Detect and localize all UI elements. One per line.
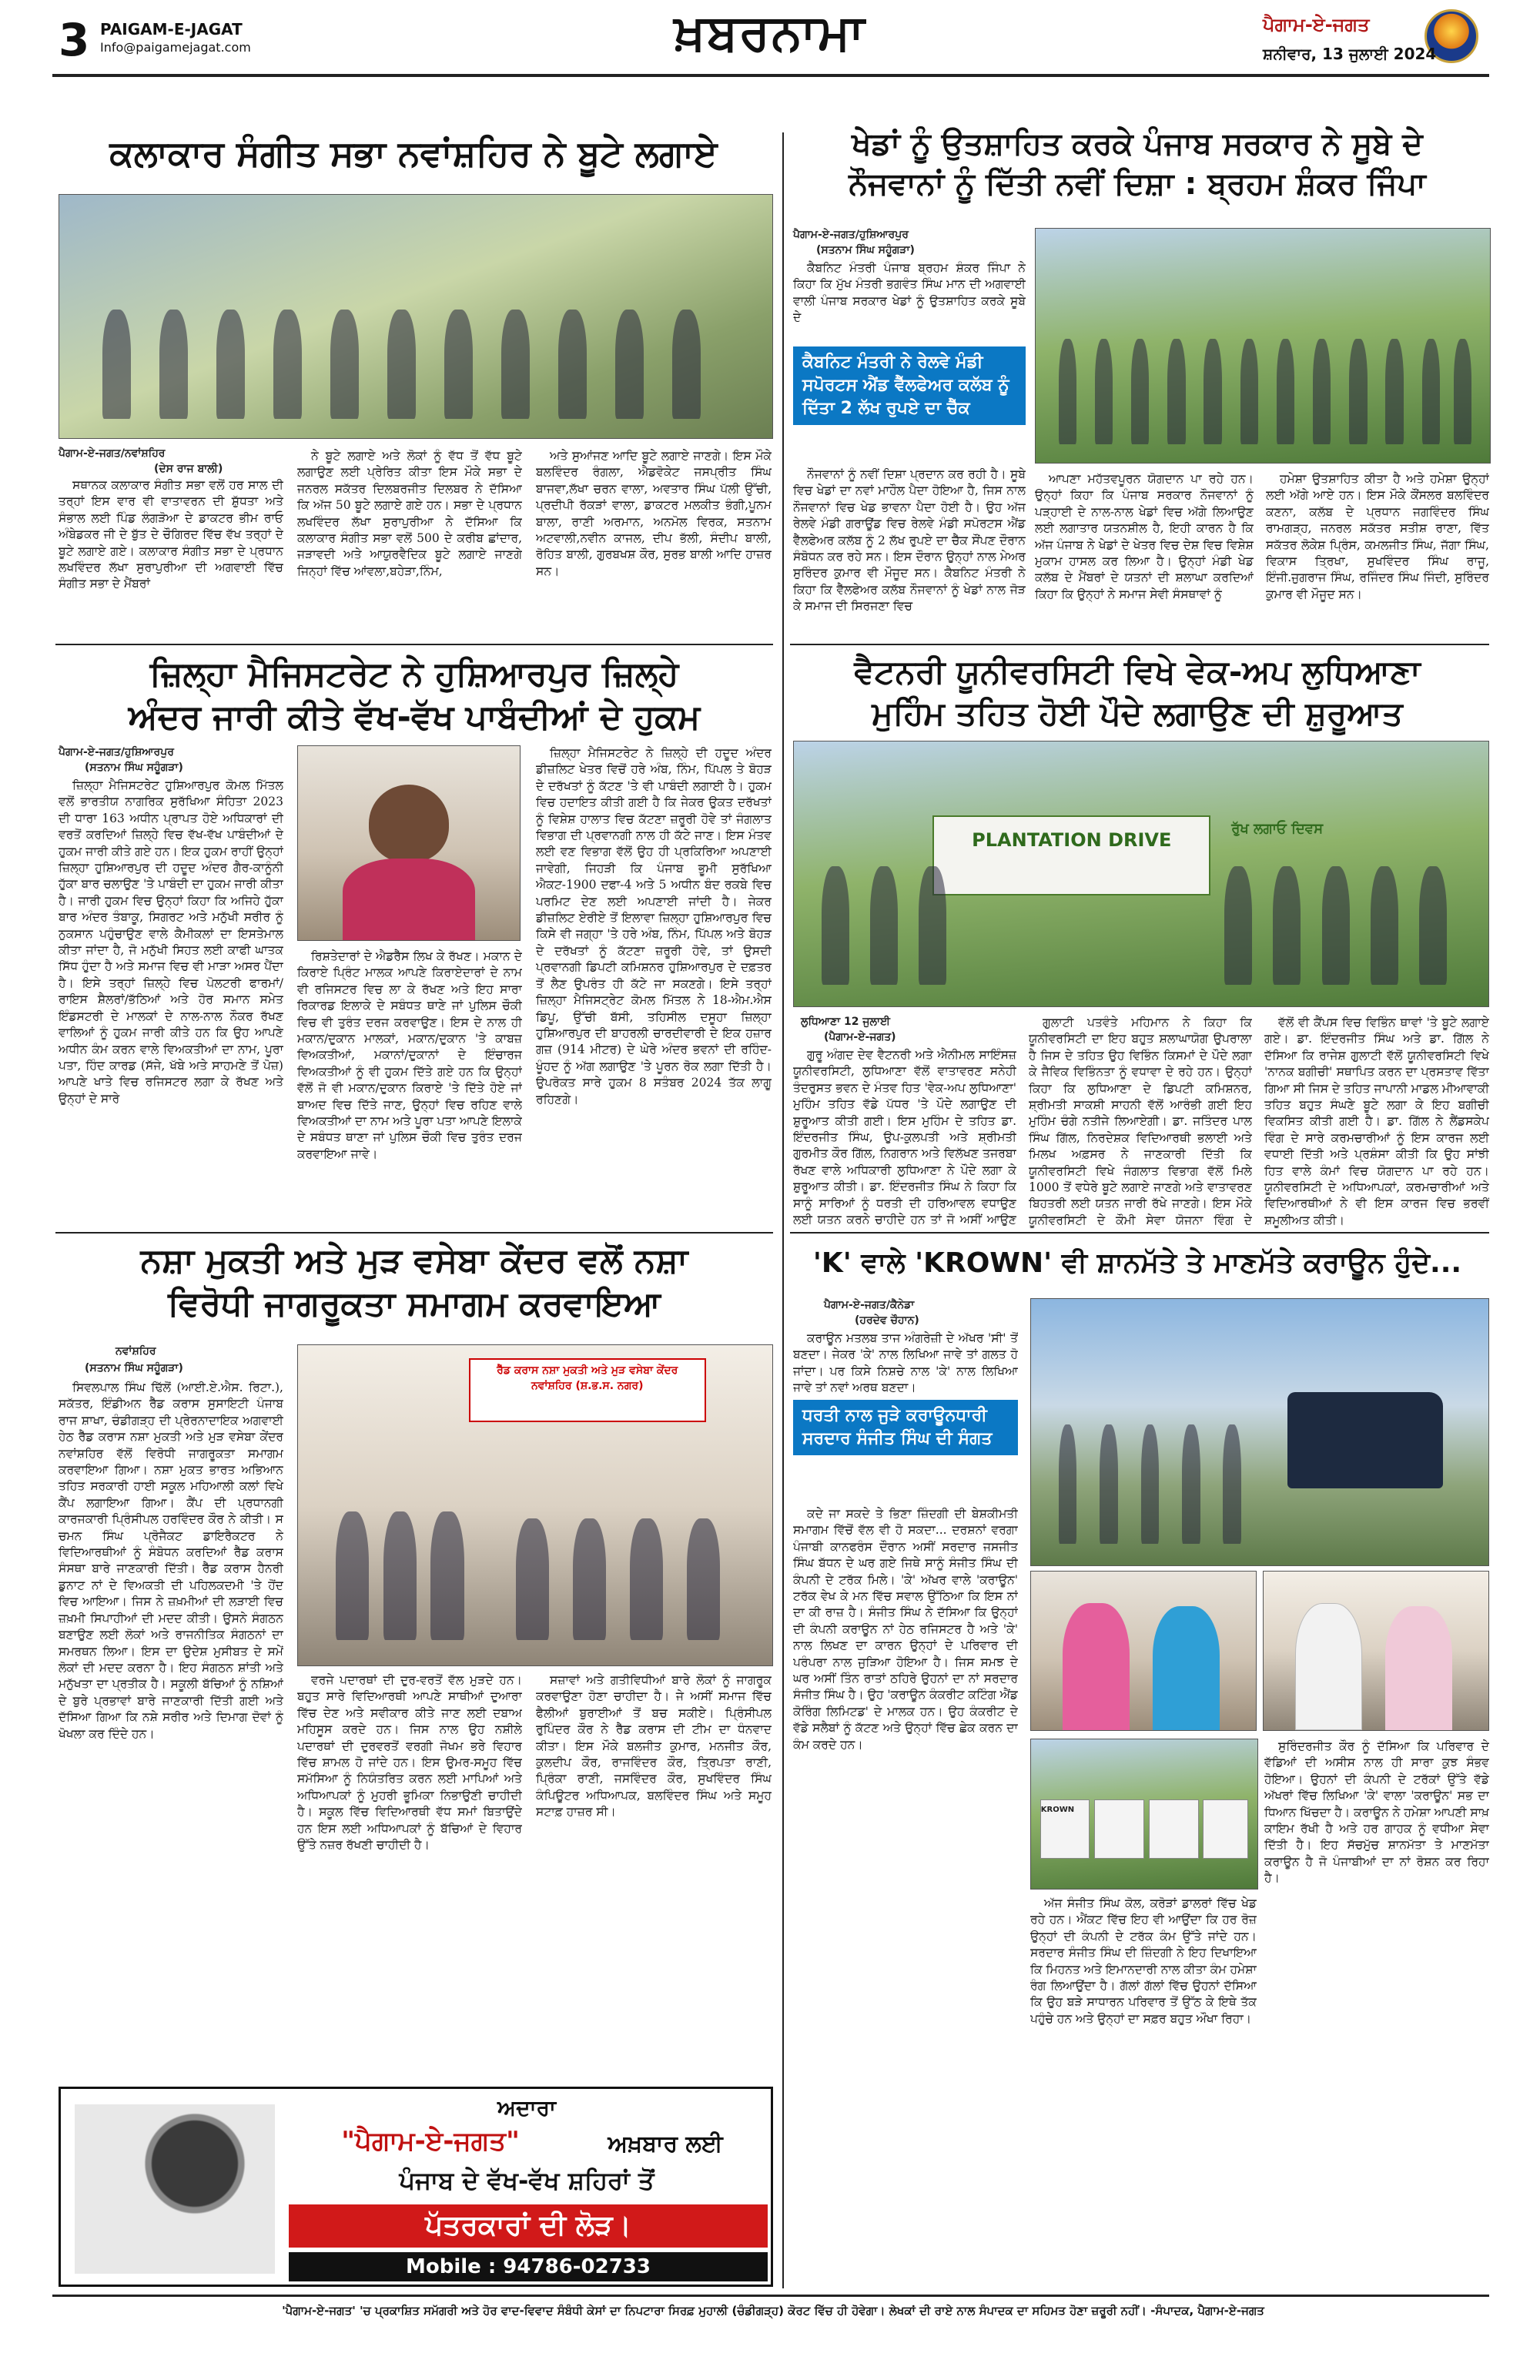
footer-rule: [52, 2295, 1489, 2297]
story4-headline-1: ਵੈਟਨਰੀ ਯੂਨੀਵਰਸਿਟੀ ਵਿਖੇ ਵੇਕ-ਅਪ ਲੁਧਿਆਣਾ: [854, 653, 1421, 691]
masthead: [0, 0, 1540, 80]
story6-column-2: ਅੱਜ ਸੰਜੀਤ ਸਿੰਘ ਕੋਲ, ਕਰੋੜਾਂ ਡਾਲਰਾਂ ਵਿੱਚ ਖੇਡ ਰਹੇ ਹਨ। ਐਂਕਟ ਵਿੱਚ ਇਹ ਵੀ ਆਉਂਦਾ ਕਿ ਹਰ ਰੋਜ਼ ਉਨ੍ਹਾਂ ਦੀ ਕੰਪਨੀ ਦੇ ਟਰੱਕ ਕੰਮ ਉੱਤੇ ਜਾਂਦੇ ਹਨ। ਸਰਦਾਰ ਸੰਜੀਤ ਸਿੰਘ ਦੀ ਜ਼ਿੰਦਗੀ ਨੇ ਇਹ ਦਿਖਾਇਆ ਕਿ ਮਿਹਨਤ ਅਤੇ ਇਮਾਨਦਾਰੀ ਨਾਲ ਕੀਤਾ ਕੰਮ ਹਮੇਸ਼ਾ ਰੰਗ ਲਿਆਉਂਦਾ ਹੈ। ਗੱਲਾਂ ਗੱਲਾਂ ਵਿੱਚ ਉਹਨਾਂ ਦੱਸਿਆ ਕਿ ਉਹ ਬੜੇ ਸਾਧਾਰਨ ਪਰਿਵਾਰ ਤੋਂ ਉੱਠ ਕੇ ਇਥੇ ਤੱਕ ਪਹੁੰਚੇ ਹਨ ਅਤੇ ਉਨ੍ਹਾਂ ਦਾ ਸਫ਼ਰ ਬਹੁਤ ਔਖਾ ਰਿਹਾ।: [1030, 1896, 1257, 2026]
story2-byline: ਪੈਗਾਮ-ਏ-ਜਗਤ/ਹੁਸ਼ਿਆਰਪੁਰ: [793, 229, 909, 241]
story2-column-1: ਨੌਜਵਾਨਾਂ ਨੂੰ ਨਵੀਂ ਦਿਸ਼ਾ ਪ੍ਰਦਾਨ ਕਰ ਰਹੀ ਹੈ। ਸੂਬੇ ਵਿਚ ਖੇਡਾਂ ਦਾ ਨਵਾਂ ਮਾਹੌਲ ਪੈਦਾ ਹੋਇਆ ਹੈ, ਜਿਸ ਨਾਲ ਨੌਜਵਾਨਾਂ ਵਿਚ ਖੇਡ ਭਾਵਨਾ ਪੈਦਾ ਹੋਈ ਹੈ। ਉਹ ਅੱਜ ਰੇਲਵੇ ਮੰਡੀ ਗਰਾਊਂਡ ਵਿਚ ਰੇਲਵੇ ਮੰਡੀ ਸਪੋਰਟਸ ਐਂਡ ਵੈੱਲਫੇਅਰ ਕਲੱਬ ਨੂੰ 2 ਲੱਖ ਰੁਪਏ ਦਾ ਚੈੱਕ ਸੌਂਪਣ ਦੌਰਾਨ ਸੰਬੋਧਨ ਕਰ ਰਹੇ ਸਨ। ਇਸ ਦੌਰਾਨ ਉਨ੍ਹਾਂ ਨਾਲ ਮੇਅਰ ਸੁਰਿੰਦਰ ਕੁਮਾਰ ਵੀ ਮੌਜੂਦ ਸਨ। ਕੈਬਨਿਟ ਮੰਤਰੀ ਨੇ ਕਿਹਾ ਕਿ ਵੈੱਲਫੇਅਰ ਕਲੱਬ ਨੌਜਵਾਨਾਂ ਨੂੰ ਖੇਡਾਂ ਨਾਲ ਜੋੜ ਕੇ ਸਮਾਜ ਦੀ ਸਿਰਜਣਾ ਵਿਚ: [793, 467, 1026, 614]
story2-lead: ਕੈਬਨਿਟ ਮੰਤਰੀ ਪੰਜਾਬ ਬ੍ਰਹਮ ਸ਼ੰਕਰ ਜਿੰਪਾ ਨੇ ਕਿਹਾ ਕਿ ਮੁੱਖ ਮੰਤਰੀ ਭਗਵੰਤ ਸਿੰਘ ਮਾਨ ਦੀ ਅਗਵਾਈ ਵਾਲੀ ਪੰਜਾਬ ਸਰਕਾਰ ਖੇਡਾਂ ਨੂੰ ਉਤਸ਼ਾਹਿਤ ਕਰਕੇ ਸੂਬੇ ਦੇ: [793, 261, 1026, 325]
story3-column-3: ਜ਼ਿਲ੍ਹਾ ਮੈਜਿਸਟਰੇਟ ਨੇ ਜ਼ਿਲ੍ਹੇ ਦੀ ਹਦੂਦ ਅੰਦਰ ਡੀਜ਼ਲਿਟ ਖੇਤਰ ਵਿਚੋਂ ਹਰੇ ਅੰਬ, ਨਿੰਮ, ਪਿੱਪਲ ਤੇ ਬੋਹੜ ਦੇ ਦਰੱਖਤਾਂ ਨੂੰ ਕੱਟਣ 'ਤੇ ਵੀ ਪਾਬੰਦੀ ਲਗਾਈ ਹੈ। ਹੁਕਮ ਵਿਚ ਹਦਾਇਤ ਕੀਤੀ ਗਈ ਹੈ ਕਿ ਜੇਕਰ ਉਕਤ ਦਰੱਖਤਾਂ ਨੂੰ ਵਿਸ਼ੇਸ਼ ਹਾਲਾਤ ਵਿਚ ਕੱਟਣਾ ਜ਼ਰੂਰੀ ਹੋਵੇ ਤਾਂ ਜੰਗਲਾਤ ਵਿਭਾਗ ਦੀ ਪ੍ਰਵਾਨਗੀ ਨਾਲ ਹੀ ਕੱਟੇ ਜਾਣ। ਇਸ ਮੰਤਵ ਲਈ ਵਣ ਵਿਭਾਗ ਵੱਲੋਂ ਉਹ ਹੀ ਪ੍ਰਕਿਰਿਆ ਅਪਣਾਈ ਜਾਵੇਗੀ, ਜਿਹੜੀ ਕਿ ਪੰਜਾਬ ਭੂਮੀ ਸੁਰੱਖਿਆ ਐਕਟ-1900 ਦਫਾ-4 ਅਤੇ 5 ਅਧੀਨ ਬੰਦ ਰਕਬੇ ਵਿਚ ਪਰਮਿਟ ਦੇਣ ਲਈ ਅਪਣਾਈ ਜਾਂਦੀ ਹੈ। ਜੇਕਰ ਡੀਜ਼ਲਿਟ ਏਰੀਏ ਤੋਂ ਇਲਾਵਾ ਜ਼ਿਲ੍ਹਾ ਹੁਸ਼ਿਆਰਪੁਰ ਵਿਚ ਕਿਸੇ ਵੀ ਜਗ੍ਹਾ 'ਤੇ ਹਰੇ ਅੰਬ, ਨਿੰਮ, ਪਿੱਪਲ ਅਤੇ ਬੋਹੜ ਦੇ ਦਰੱਖਤਾਂ ਨੂੰ ਕੱਟਣਾ ਜ਼ਰੂਰੀ ਹੋਵੇ, ਤਾਂ ਉਸਦੀ ਪ੍ਰਵਾਨਗੀ ਡਿਪਟੀ ਕਮਿਸ਼ਨਰ ਹੁਸ਼ਿਆਰਪੁਰ ਦੇ ਦਫ਼ਤਰ ਤੋਂ ਲੈਣ ਉਪਰੰਤ ਹੀ ਕੱਟੇ ਜਾ ਸਕਣਗੇ। ਇਸੇ ਤਰ੍ਹਾਂ ਜ਼ਿਲ੍ਹਾ ਮੈਜਿਸਟ੍ਰੇਟ ਕੋਮਲ ਮਿੱਤਲ ਨੇ 18-ਐਮ.ਐਸ ਡਿਪੂ, ਉੱਚੀ ਬੱਸੀ, ਤਹਿਸੀਲ ਦਸੂਹਾ ਜ਼ਿਲ੍ਹਾ ਹੁਸ਼ਿਆਰਪੁਰ ਦੀ ਬਾਹਰਲੀ ਚਾਰਦੀਵਾਰੀ ਦੇ ਇਕ ਹਜ਼ਾਰ ਗਜ਼ (914 ਮੀਟਰ) ਦੇ ਘੇਰੇ ਅੰਦਰ ਭਵਨਾਂ ਦੀ ਰਹਿੰਦ-ਖੂੰਹਦ ਨੂੰ ਅੱਗ ਲਗਾਉਣ 'ਤੇ ਪੂਰਨ ਰੋਕ ਲਗਾ ਦਿੱਤੀ ਹੈ। ਉਪਰੋਕਤ ਸਾਰੇ ਹੁਕਮ 8 ਸਤੰਬਰ 2024 ਤੱਕ ਲਾਗੂ ਰਹਿਣਗੇ।: [536, 746, 772, 1106]
story1-headline: ਕਲਾਕਾਰ ਸੰਗੀਤ ਸਭਾ ਨਵਾਂਸ਼ਹਿਰ ਨੇ ਬੂਟੇ ਲਗਾਏ: [109, 132, 718, 174]
story6-headline: 'K' ਵਾਲੇ 'KROWN' ਵੀ ਸ਼ਾਨਮੱਤੇ ਤੇ ਮਾਣਮੱਤੇ ਕਰਾਊਨ ਹੁੰਦੇ...: [812, 1247, 1462, 1279]
email[interactable]: Info@paigamejagat.com: [100, 40, 251, 55]
ad-top: ਅਦਾਰਾ: [497, 2095, 556, 2121]
header-rule: [52, 74, 1489, 77]
page-number: 3: [59, 14, 90, 66]
plantation-banner: PLANTATION DRIVE: [932, 815, 1210, 895]
story4-column-1: ਗੁਰੂ ਅੰਗਦ ਦੇਵ ਵੈਟਨਰੀ ਅਤੇ ਐਨੀਮਲ ਸਾਇੰਸਜ਼ ਯੂਨੀਵਰਸਿਟੀ, ਲੁਧਿਆਣਾ ਵੱਲੋਂ ਵਾਤਾਵਰਣ ਸਨੇਹੀ ਤੰਦਰੁਸਤ ਭਵਨ ਦੇ ਮੰਤਵ ਹਿਤ 'ਵੇਕ-ਅਪ ਲੁਧਿਆਣਾ' ਮੁਹਿੰਮ ਤਹਿਤ ਵੱਡੇ ਪੱਧਰ 'ਤੇ ਪੌਦੇ ਲਗਾਉਣ ਦੀ ਸ਼ੁਰੂਆਤ ਕੀਤੀ ਗਈ। ਇਸ ਮੁਹਿੰਮ ਦੇ ਤਹਿਤ ਡਾ. ਇੰਦਰਜੀਤ ਸਿੰਘ, ਉਪ-ਕੁਲਪਤੀ ਅਤੇ ਸ਼੍ਰੀਮਤੀ ਗੁਰਮੀਤ ਕੌਰ ਗਿੱਲ, ਨਿਗਰਾਨ ਅਤੇ ਵਿਲੱਖਣ ਤਜਰਬਾ ਰੱਖਣ ਵਾਲੇ ਅਧਿਕਾਰੀ ਲੁਧਿਆਣਾ ਨੇ ਪੌਦੇ ਲਗਾ ਕੇ ਸ਼ੁਰੂਆਤ ਕੀਤੀ। ਡਾ. ਇੰਦਰਜੀਤ ਸਿੰਘ ਨੇ ਕਿਹਾ ਕਿ ਸਾਨੂੰ ਸਾਰਿਆਂ ਨੂੰ ਧਰਤੀ ਦੀ ਹਰਿਆਵਲ ਵਧਾਉਣ ਲਈ ਯਤਨ ਕਰਨੇ ਚਾਹੀਦੇ ਹਨ ਤਾਂ ਜੋ ਅਸੀਂ ਆਉਣ: [793, 1048, 1016, 1227]
story1-column-1: ਸਥਾਨਕ ਕਲਾਕਾਰ ਸੰਗੀਤ ਸਭਾ ਵਲੋਂ ਹਰ ਸਾਲ ਦੀ ਤਰ੍ਹਾਂ ਇਸ ਵਾਰ ਵੀ ਵਾਤਾਵਰਨ ਦੀ ਸ਼ੁੱਧਤਾ ਅਤੇ ਸੰਭਾਲ ਲਈ ਪਿੰਡ ਲੰਗੜੋਆ ਦੇ ਡਾਕਟਰ ਭੀਮ ਰਾਓ ਅੰਬੇਡਕਰ ਜੀ ਦੇ ਬੁੱਤ ਦੇ ਚੌਗਿਰਦ ਵਿੱਚ ਵੱਖ ਤਰ੍ਹਾਂ ਦੇ ਬੂਟੇ ਲਗਾਏ ਗਏ। ਕਲਾਕਾਰ ਸੰਗੀਤ ਸਭਾ ਦੇ ਪ੍ਰਧਾਨ ਲਖਵਿੰਦਰ ਲੱਖਾ ਸੁਰਾਪੁਰੀਆ ਦੀ ਅਗਵਾਈ ਵਿੱਚ ਸੰਗੀਤ ਸਭਾ ਦੇ ਮੈਂਬਰਾਂ: [59, 478, 283, 591]
ad-line1: ਅਖ਼ਬਾਰ ਲਈ: [608, 2131, 723, 2157]
story5-headline-1: ਨਸ਼ਾ ਮੁਕਤੀ ਅਤੇ ਮੁੜ ਵਸੇਬਾ ਕੇਂਦਰ ਵਲੋਂ ਨਸ਼ਾ: [140, 1241, 688, 1280]
story2-reporter: (ਸਤਨਾਮ ਸਿੰਘ ਸਹੂੰਗੜਾ): [816, 244, 915, 256]
microphone-icon: [75, 2104, 275, 2274]
story3-column-1: ਜ਼ਿਲ੍ਹਾ ਮੈਜਿਸਟਰੇਟ ਹੁਸ਼ਿਆਰਪੁਰ ਕੋਮਲ ਮਿੱਤਲ ਵਲੋਂ ਭਾਰਤੀਯ ਨਾਗਰਿਕ ਸੁਰੱਖਿਆ ਸੰਹਿਤਾ 2023 ਦੀ ਧਾਰਾ 163 ਅਧੀਨ ਪ੍ਰਾਪਤ ਹੋਏ ਅਧਿਕਾਰਾਂ ਦੀ ਵਰਤੋਂ ਕਰਦਿਆਂ ਜ਼ਿਲ੍ਹੇ ਵਿਚ ਵੱਖ-ਵੱਖ ਪਾਬੰਦੀਆਂ ਦੇ ਹੁਕਮ ਜਾਰੀ ਕੀਤੇ ਗਏ ਹਨ। ਇਕ ਹੁਕਮ ਰਾਹੀਂ ਉਨ੍ਹਾਂ ਜ਼ਿਲ੍ਹਾ ਹੁਸ਼ਿਆਰਪੁਰ ਦੀ ਹਦੂਦ ਅੰਦਰ ਗੈਰ-ਕਾਨੂੰਨੀ ਹੁੱਕਾ ਬਾਰ ਚਲਾਉਣ 'ਤੇ ਪਾਬੰਦੀ ਦਾ ਹੁਕਮ ਜਾਰੀ ਕੀਤਾ ਹੈ। ਜਾਰੀ ਹੁਕਮ ਵਿਚ ਉਨ੍ਹਾਂ ਕਿਹਾ ਕਿ ਅਜਿਹੇ ਹੁੱਕਾ ਬਾਰ ਅੰਦਰ ਤੰਬਾਕੂ, ਸਿਗਰਟ ਅਤੇ ਮਨੁੱਖੀ ਸਰੀਰ ਨੂੰ ਨੁਕਸਾਨ ਪਹੁੰਚਾਉਣ ਵਾਲੇ ਕੈਮੀਕਲਾਂ ਦਾ ਇਸਤੇਮਾਲ ਕੀਤਾ ਜਾਂਦਾ ਹੈ, ਜੋ ਮਨੁੱਖੀ ਸਿਹਤ ਲਈ ਕਾਫੀ ਘਾਤਕ ਸਿੱਧ ਹੁੰਦਾ ਹੈ ਅਤੇ ਸਮਾਜ ਵਿਚ ਵੀ ਮਾੜਾ ਅਸਰ ਪੈਂਦਾ ਹੈ। ਇਸੇ ਤਰ੍ਹਾਂ ਜ਼ਿਲ੍ਹੇ ਵਿਚ ਪੋਲਟਰੀ ਫਾਰਮਾਂ/ਰਾਇਸ ਸ਼ੈਲਰਾਂ/ਭੱਠਿਆਂ ਅਤੇ ਹੋਰ ਸਮਾਨ ਸਮੇਤ ਇੰਡਸਟਰੀ ਦੇ ਮਾਲਕਾਂ ਦੇ ਨਾਲ-ਨਾਲ ਨੌਕਰ ਰੱਖਣ ਵਾਲਿਆਂ ਨੂੰ ਹੁਕਮ ਜਾਰੀ ਕੀਤੇ ਹਨ ਕਿ ਉਹ ਆਪਣੇ ਅਧੀਨ ਕੰਮ ਕਰਨ ਵਾਲੇ ਵਿਅਕਤੀਆਂ ਦਾ ਨਾਮ, ਪੂਰਾ ਪਤਾ, ਹਿੰਦ ਕਾਰਡ (ਸੱਜੇ, ਖੱਬੇ ਅਤੇ ਸਾਹਮਣੇ ਤੋਂ ਪੋਜ਼) ਆਪਣੇ ਖਾਤੇ ਵਿਚ ਰਜਿਸਟਰ ਲਗਾ ਕੇ ਰੱਖਣ ਅਤੇ ਉਨ੍ਹਾਂ ਦੇ ਸਾਰੇ: [59, 778, 283, 1106]
story5-banner: ਰੈੱਡ ਕਰਾਸ ਨਸ਼ਾ ਮੁਕਤੀ ਅਤੇ ਮੁੜ ਵਸੇਬਾ ਕੇਂਦਰ ਨਵਾਂਸ਼ਹਿਰ (ਸ਼.ਭ.ਸ. ਨਗਰ): [469, 1358, 706, 1422]
story4-column-3: ਵੱਲੋਂ ਵੀ ਕੈਂਪਸ ਵਿਚ ਵਿਭਿੰਨ ਥਾਵਾਂ 'ਤੇ ਬੂਟੇ ਲਗਾਏ ਗਏ। ਡਾ. ਇੰਦਰਜੀਤ ਸਿੰਘ ਅਤੇ ਡਾ. ਗਿੱਲ ਨੇ ਦੱਸਿਆ ਕਿ ਰਾਜੇਸ਼ ਗੁਲਾਟੀ ਵੱਲੋਂ ਯੂਨੀਵਰਸਿਟੀ ਵਿਖੇ 'ਨਾਨਕ ਬਗੀਚੀ' ਸਥਾਪਿਤ ਕਰਨ ਦਾ ਪ੍ਰਸਤਾਵ ਵਿੱਤਾ ਗਿਆ ਸੀ ਜਿਸ ਦੇ ਤਹਿਤ ਜਾਪਾਨੀ ਮਾਡਲ ਮੀਆਵਾਕੀ ਤਹਿਤ ਬਹੁਤ ਸੰਘਣੇ ਬੂਟੇ ਲਗਾ ਕੇ ਇਹ ਬਗੀਚੀ ਵਿਕਸਿਤ ਕੀਤੀ ਗਈ ਹੈ। ਡਾ. ਗਿੱਲ ਨੇ ਲੈਂਡਸਕੇਪ ਵਿੰਗ ਦੇ ਸਾਰੇ ਕਰਮਚਾਰੀਆਂ ਨੂੰ ਇਸ ਕਾਰਜ ਲਈ ਵਧਾਈ ਦਿੱਤੀ ਅਤੇ ਪ੍ਰਸ਼ੰਸਾ ਕੀਤੀ ਕਿ ਉਹ ਸਾਂਝੀ ਹਿਤ ਵਾਲੇ ਕੰਮਾਂ ਵਿਚ ਯੋਗਦਾਨ ਪਾ ਰਹੇ ਹਨ। ਯੂਨੀਵਰਸਿਟੀ ਦੇ ਅਧਿਆਪਕਾਂ, ਕਰਮਚਾਰੀਆਂ ਅਤੇ ਵਿਦਿਆਰਥੀਆਂ ਨੇ ਵੀ ਇਸ ਕਾਰਜ ਵਿਚ ਭਰਵੀਂ ਸ਼ਮੂਲੀਅਤ ਕੀਤੀ।: [1264, 1016, 1489, 1227]
story1-byline: ਪੈਗਾਮ-ਏ-ਜਗਤ/ਨਵਾਂਸ਼ਹਿਰ: [59, 447, 166, 460]
column-divider: [782, 132, 784, 2288]
logo-text: ਪੈਗਾਮ-ਏ-ਜਗਤ: [1263, 14, 1370, 35]
rule-3: [790, 644, 1489, 645]
issue-date: ਸ਼ਨੀਵਾਰ, 13 ਜੁਲਾਈ 2024: [1263, 45, 1437, 63]
ad-mobile: Mobile : 94786-02733: [289, 2252, 768, 2281]
ad-brand: "ਪੈਗਾਮ-ਏ-ਜਗਤ": [341, 2126, 520, 2157]
story6-byline: ਪੈਗਾਮ-ਏ-ਜਗਤ/ਕੈਨੇਡਾ: [824, 1299, 915, 1311]
story3-headline-1: ਜ਼ਿਲ੍ਹਾ ਮੈਜਿਸਟਰੇਟ ਨੇ ਹੁਸ਼ਿਆਰਪੁਰ ਜ਼ਿਲ੍ਹੇ: [149, 654, 679, 694]
story6-reporter: (ਹਰਦੇਵ ਚੌਹਾਨ): [855, 1314, 919, 1327]
story5-dateline: ਨਵਾਂਸ਼ਹਿਰ: [116, 1345, 156, 1357]
story5-column-3: ਸਜ਼ਾਵਾਂ ਅਤੇ ਗਤੀਵਿਧੀਆਂ ਬਾਰੇ ਲੋਕਾਂ ਨੂੰ ਜਾਗਰੂਕ ਕਰਵਾਉਣਾ ਹੋਣਾ ਚਾਹੀਦਾ ਹੈ। ਜੇ ਅਸੀਂ ਸਮਾਜ ਵਿੱਚ ਫੈਲੀਆਂ ਬੁਰਾਈਆਂ ਤੋਂ ਬਚ ਸਕੀਏ। ਪ੍ਰਿੰਸੀਪਲ ਰੁਪਿੰਦਰ ਕੌਰ ਨੇ ਰੈੱਡ ਕਰਾਸ ਦੀ ਟੀਮ ਦਾ ਧੰਨਵਾਦ ਕੀਤਾ। ਇਸ ਮੌਕੇ ਬਲਜੀਤ ਕੁਮਾਰ, ਮਨਜੀਤ ਕੌਰ, ਕੁਲਦੀਪ ਕੌਰ, ਰਾਜਵਿੰਦਰ ਕੌਰ, ਤ੍ਰਿਪਤਾ ਰਾਣੀ, ਪ੍ਰਿੰਕਾ ਰਾਣੀ, ਜਸਵਿੰਦਰ ਕੌਰ, ਸੁਖਵਿੰਦਰ ਸਿੰਘ ਕੰਪਿਊਟਰ ਅਧਿਆਪਕ, ਬਲਵਿੰਦਰ ਸਿੰਘ ਅਤੇ ਸਮੂਹ ਸਟਾਫ਼ ਹਾਜ਼ਰ ਸੀ।: [536, 1673, 772, 1819]
story2-headline-2: ਨੌਜਵਾਨਾਂ ਨੂੰ ਦਿੱਤੀ ਨਵੀਂ ਦਿਸ਼ਾ : ਬ੍ਰਹਮ ਸ਼ੰਕਰ ਜਿੰਪਾ: [849, 166, 1426, 202]
section-title: ਖ਼ਬਰਨਾਮਾ: [674, 5, 866, 62]
story6-column-3: ਸੁਰਿੰਦਰਜੀਤ ਕੌਰ ਨੂੰ ਦੱਸਿਆ ਕਿ ਪਰਿਵਾਰ ਦੇ ਵੱਡਿਆਂ ਦੀ ਅਸੀਸ ਨਾਲ ਹੀ ਸਾਰਾ ਕੁਝ ਸੰਭਵ ਹੋਇਆ। ਉਹਨਾਂ ਦੀ ਕੰਪਨੀ ਦੇ ਟਰੱਕਾਂ ਉੱਤੇ ਵੱਡੇ ਅੱਖਰਾਂ ਵਿੱਚ ਲਿਖਿਆ 'ਕੇ' ਵਾਲਾ 'ਕਰਾਊਨ' ਸਭ ਦਾ ਧਿਆਨ ਖਿੱਚਦਾ ਹੈ। ਕਰਾਊਨ ਨੇ ਹਮੇਸ਼ਾ ਆਪਣੀ ਸਾਖ਼ ਕਾਇਮ ਰੱਖੀ ਹੈ ਅਤੇ ਹਰ ਗਾਹਕ ਨੂੰ ਵਧੀਆ ਸੇਵਾ ਦਿੱਤੀ ਹੈ। ਇਹ ਸੱਚਮੁੱਚ ਸ਼ਾਨਮੱਤਾ ਤੇ ਮਾਣਮੱਤਾ ਕਰਾਊਨ ਹੈ ਜੋ ਪੰਜਾਬੀਆਂ ਦਾ ਨਾਂ ਰੋਸ਼ਨ ਕਰ ਰਿਹਾ ਹੈ।: [1264, 1739, 1489, 1886]
story1-column-3: ਅਤੇ ਸੁਆਂਜਣ ਆਦਿ ਬੂਟੇ ਲਗਾਏ ਜਾਣਗੇ। ਇਸ ਮੌਕੇ ਬਲਵਿੰਦਰ ਰੰਗਲਾ, ਐਡਵੋਕੇਟ ਜਸਪ੍ਰੀਤ ਸਿੰਘ ਬਾਜਵਾ,ਲੱਖਾ ਚਰਨ ਵਾਲਾ, ਅਵਤਾਰ ਸਿੰਘ ਪੱਲੀ ਉੱਚੀ, ਪ੍ਰਦੀਪੀ ਰੱਕੜਾਂ ਵਾਲਾ, ਡਾਕਟਰ ਮਲਕੀਤ ਭੰਗੀ,ਪੂਨਮ ਬਾਲਾ, ਰਾਣੀ ਅਰਮਾਨ, ਅਨਮੋਲ ਵਿਰਕ, ਸਤਨਾਮ ਅਟਵਾਲੀ,ਨਵੀਨ ਕਾਜਲ, ਦੀਪ ਭੱਲੀ, ਸੰਦੀਪ ਬਾਲੀ, ਰੋਹਿਤ ਬਾਲੀ, ਗੁਰਬਖਸ਼ ਕੌਰ, ਸੁਰਭ ਬਾਲੀ ਆਦਿ ਹਾਜ਼ਰ ਸਨ।: [536, 449, 772, 578]
ad-line2: ਪੰਜਾਬ ਦੇ ਵੱਖ-ਵੱਖ ਸ਼ਹਿਰਾਂ ਤੋਂ: [399, 2166, 654, 2195]
story4-dateline: ਲੁਧਿਆਣਾ 12 ਜੁਲਾਈ: [801, 1016, 890, 1028]
story6-photo-group: [1030, 1298, 1489, 1566]
brand-name: PAIGAM-E-JAGAT: [100, 20, 243, 38]
story5-headline-2: ਵਿਰੋਧੀ ਜਾਗਰੂਕਤਾ ਸਮਾਗਮ ਕਰਵਾਇਆ: [168, 1284, 661, 1324]
story6-photo-women-2: [1263, 1571, 1489, 1731]
footer-disclaimer: 'ਪੈਗਾਮ-ਏ-ਜਗਤ' 'ਚ ਪ੍ਰਕਾਸ਼ਿਤ ਸਮੱਗਰੀ ਅਤੇ ਹੋਰ ਵਾਦ-ਵਿਵਾਦ ਸੰਬੰਧੀ ਕੇਸਾਂ ਦਾ ਨਿਪਟਾਰਾ ਸਿਰਫ਼ ਮੁਹਾਲੀ (ਚੰਡੀਗੜ੍ਹ) ਕੋਰਟ ਵਿੱਚ ਹੀ ਹੋਵੇਗਾ। ਲੇਖਕਾਂ ਦੀ ਰਾਏ ਨਾਲ ਸੰਪਾਦਕ ਦਾ ਸਹਿਮਤ ਹੋਣਾ ਜ਼ਰੂਰੀ ਨਹੀਂ। -ਸੰਪਾਦਕ, ਪੈਗਾਮ-ਏ-ਜਗਤ: [282, 2304, 1264, 2318]
rule-2: [55, 1232, 773, 1234]
story6-photo-trucks: [1030, 1739, 1258, 1890]
story6-lead: ਕਰਾਊਨ ਮਤਲਬ ਤਾਜ ਅੰਗਰੇਜ਼ੀ ਦੇ ਅੱਖਰ 'ਸੀ' ਤੋਂ ਬਣਦਾ। ਜੇਕਰ 'ਕੇ' ਨਾਲ ਲਿਖਿਆ ਜਾਵੇ ਤਾਂ ਗਲਤ ਹੋ ਜਾਂਦਾ। ਪਰ ਕਿਸੇ ਨਿਸ਼ਚੇ ਨਾਲ 'ਕੇ' ਨਾਲ ਲਿਖਿਆ ਜਾਵੇ ਤਾਂ ਨਵਾਂ ਅਰਥ ਬਣਦਾ।: [793, 1331, 1018, 1395]
story3-headline-2: ਅੰਦਰ ਜਾਰੀ ਕੀਤੇ ਵੱਖ-ਵੱਖ ਪਾਬੰਦੀਆਂ ਦੇ ਹੁਕਮ: [128, 698, 701, 737]
story5-column-1: ਸਿਵਲਪਾਲ ਸਿੰਘ ਢਿੱਲੋਂ (ਆਈ.ਏ.ਐਸ. ਰਿਟਾ.), ਸਕੱਤਰ, ਇੰਡੀਅਨ ਰੈੱਡ ਕਰਾਸ ਸੁਸਾਇਟੀ ਪੰਜਾਬ ਰਾਜ ਸ਼ਾਖਾ, ਚੰਡੀਗੜ੍ਹ ਦੀ ਪ੍ਰੇਰਨਾਦਾਇਕ ਅਗਵਾਈ ਹੇਠ ਰੈੱਡ ਕਰਾਸ ਨਸ਼ਾ ਮੁਕਤੀ ਅਤੇ ਮੁੜ ਵਸੇਬਾ ਕੇਂਦਰ ਨਵਾਂਸ਼ਹਿਰ ਵੱਲੋਂ ਵਿਰੋਧੀ ਜਾਗਰੂਕਤਾ ਸਮਾਗਮ ਕਰਵਾਇਆ ਗਿਆ। ਨਸ਼ਾ ਮੁਕਤ ਭਾਰਤ ਅਭਿਆਨ ਤਹਿਤ ਸਰਕਾਰੀ ਹਾਈ ਸਕੂਲ ਮਹਿਆਲੀ ਕਲਾਂ ਵਿਖੇ ਕੈਂਪ ਲਗਾਇਆ ਗਿਆ। ਕੈਂਪ ਦੀ ਪ੍ਰਧਾਨਗੀ ਕਾਰਜਕਾਰੀ ਪ੍ਰਿੰਸੀਪਲ ਹਰਵਿੰਦਰ ਕੌਰ ਨੇ ਕੀਤੀ। ਸ ਚਮਨ ਸਿੰਘ ਪ੍ਰੋਜੈਕਟ ਡਾਇਰੈਕਟਰ ਨੇ ਵਿਦਿਆਰਥੀਆਂ ਨੂੰ ਸੰਬੋਧਨ ਕਰਦਿਆਂ ਰੈੱਡ ਕਰਾਸ ਸੰਸਥਾ ਬਾਰੇ ਜਾਣਕਾਰੀ ਦਿੱਤੀ। ਰੈੱਡ ਕਰਾਸ ਹੈਨਰੀ ਡੁਨਾਟ ਨਾਂ ਦੇ ਵਿਅਕਤੀ ਦੀ ਪਹਿਲਕਦਮੀ 'ਤੇ ਹੋਂਦ ਵਿਚ ਆਇਆ। ਜਿਸ ਨੇ ਜ਼ਖ਼ਮੀਆਂ ਦੀ ਲੜਾਈ ਵਿਚ ਜ਼ਖ਼ਮੀ ਸਿਪਾਹੀਆਂ ਦੀ ਮਦਦ ਕੀਤੀ। ਉਸਨੇ ਸੰਗਠਨ ਬਣਾਉਣ ਲਈ ਲੋਕਾਂ ਅਤੇ ਰਾਜਨੀਤਿਕ ਸੰਗਠਨਾਂ ਦਾ ਸਮਰਥਨ ਲਿਆ। ਇਸ ਦਾ ਉਦੇਸ਼ ਮੁਸੀਬਤ ਦੇ ਸਮੇਂ ਲੋਕਾਂ ਦੀ ਮਦਦ ਕਰਨਾ ਹੈ। ਇਹ ਸੰਗਠਨ ਸ਼ਾਂਤੀ ਅਤੇ ਮਨੁੱਖਤਾ ਦਾ ਪ੍ਰਤੀਕ ਹੈ। ਸਕੂਲੀ ਬੱਚਿਆਂ ਨੂੰ ਨਸ਼ਿਆਂ ਦੇ ਬੁਰੇ ਪ੍ਰਭਾਵਾਂ ਬਾਰੇ ਜਾਣਕਾਰੀ ਦਿੱਤੀ ਗਈ ਅਤੇ ਦੱਸਿਆ ਗਿਆ ਕਿ ਨਸ਼ੇ ਸਰੀਰ ਅਤੇ ਦਿਮਾਗ ਦੋਵਾਂ ਨੂੰ ਖੋਖਲਾ ਕਰ ਦਿੰਦੇ ਹਨ।: [59, 1381, 283, 1741]
story1-photo: [59, 194, 773, 439]
story5-photo: [297, 1344, 773, 1666]
rule-4: [790, 1232, 1489, 1234]
story1-column-2: ਨੇ ਬੂਟੇ ਲਗਾਏ ਅਤੇ ਲੋਕਾਂ ਨੂੰ ਵੱਧ ਤੋਂ ਵੱਧ ਬੂਟੇ ਲਗਾਉਣ ਲਈ ਪ੍ਰੇਰਿਤ ਕੀਤਾ ਇਸ ਮੌਕੇ ਸਭਾ ਦੇ ਜਨਰਲ ਸਕੱਤਰ ਦਿਲਬਰਜੀਤ ਦਿਲਬਰ ਨੇ ਦੱਸਿਆ ਕਿ ਅੱਜ 50 ਬੂਟੇ ਲਗਾਏ ਗਏ ਹਨ। ਸਭਾ ਦੇ ਪ੍ਰਧਾਨ ਲਖਵਿੰਦਰ ਲੱਖਾ ਸੁਰਾਪੁਰੀਆ ਨੇ ਦੱਸਿਆ ਕਿ ਕਲਾਕਾਰ ਸੰਗੀਤ ਸਭਾ ਵਲੋਂ 500 ਦੇ ਕਰੀਬ ਛਾਂਦਾਰ, ਜੜਾਵਦੀ ਅਤੇ ਆਯੁਰਵੈਦਿਕ ਬੂਟੇ ਲਗਾਏ ਜਾਣਗੇ ਜਿਨ੍ਹਾਂ ਵਿੱਚ ਆਂਵਲਾ,ਬਹੇੜਾ,ਨਿੰਮ,: [297, 449, 522, 578]
story3-byline: ਪੈਗਾਮ-ਏ-ਜਗਤ/ਹੁਸ਼ਿਆਰਪੁਰ: [59, 746, 174, 758]
story4-headline-2: ਮੁਹਿੰਮ ਤਹਿਤ ਹੋਈ ਪੌਦੇ ਲਗਾਉਣ ਦੀ ਸ਼ੁਰੂਆਤ: [872, 695, 1403, 732]
story2-column-2: ਆਪਣਾ ਮਹੱਤਵਪੂਰਨ ਯੋਗਦਾਨ ਪਾ ਰਹੇ ਹਨ। ਉਨ੍ਹਾਂ ਕਿਹਾ ਕਿ ਪੰਜਾਬ ਸਰਕਾਰ ਨੌਜਵਾਨਾਂ ਨੂੰ ਪੜ੍ਹਾਈ ਦੇ ਨਾਲ-ਨਾਲ ਖੇਡਾਂ ਵਿਚ ਅੱਗੇ ਲਿਆਉਣ ਲਈ ਲਗਾਤਾਰ ਯਤਨਸ਼ੀਲ ਹੈ, ਇਹੀ ਕਾਰਨ ਹੈ ਕਿ ਅੱਜ ਪੰਜਾਬ ਨੇ ਖੇਡਾਂ ਦੇ ਖੇਤਰ ਵਿਚ ਦੇਸ਼ ਵਿਚ ਵਿਸ਼ੇਸ਼ ਮੁਕਾਮ ਹਾਸਲ ਕਰ ਲਿਆ ਹੈ। ਉਨ੍ਹਾਂ ਮੰਡੀ ਖੇਡ ਕਲੱਬ ਦੇ ਮੈਂਬਰਾਂ ਦੇ ਯਤਨਾਂ ਦੀ ਸ਼ਲਾਘਾ ਕਰਦਿਆਂ ਕਿਹਾ ਕਿ ਉਨ੍ਹਾਂ ਨੇ ਸਮਾਜ ਸੇਵੀ ਸੰਸਥਾਵਾਂ ਨੂੰ: [1035, 472, 1254, 601]
rule-1: [55, 644, 773, 645]
story4-column-2: ਗੁਲਾਟੀ ਪਤਵੰਤੇ ਮਹਿਮਾਨ ਨੇ ਕਿਹਾ ਕਿ ਯੂਨੀਵਰਸਿਟੀ ਦਾ ਇਹ ਬਹੁਤ ਸ਼ਲਾਘਾਯੋਗ ਉਪਰਾਲਾ ਹੈ ਜਿਸ ਦੇ ਤਹਿਤ ਉਹ ਵਿਭਿੰਨ ਕਿਸਮਾਂ ਦੇ ਪੌਦੇ ਲਗਾ ਕੇ ਜੈਵਿਕ ਵਿਭਿੰਨਤਾ ਨੂੰ ਵਧਾਵਾ ਦੇ ਰਹੇ ਹਨ। ਉਨ੍ਹਾਂ ਕਿਹਾ ਕਿ ਲੁਧਿਆਣਾ ਦੇ ਡਿਪਟੀ ਕਮਿਸ਼ਨਰ, ਸ਼੍ਰੀਮਤੀ ਸਾਕਸ਼ੀ ਸਾਹਨੀ ਵੱਲੋਂ ਆਰੰਭੀ ਗਈ ਇਹ ਮੁਹਿੰਮ ਚੰਗੇ ਨਤੀਜੇ ਲਿਆਏਗੀ। ਡਾ. ਜਤਿੰਦਰ ਪਾਲ ਸਿੰਘ ਗਿੱਲ, ਨਿਰਦੇਸ਼ਕ ਵਿਦਿਆਰਥੀ ਭਲਾਈ ਅਤੇ ਮਿਲਖ ਅਫ਼ਸਰ ਨੇ ਜਾਣਕਾਰੀ ਦਿੱਤੀ ਕਿ ਯੂਨੀਵਰਸਿਟੀ ਵਿਖੇ ਜੰਗਲਾਤ ਵਿਭਾਗ ਵੱਲੋਂ ਮਿਲੇ 1000 ਤੋਂ ਵਧੇਰੇ ਬੂਟੇ ਲਗਾਏ ਜਾਣਗੇ ਅਤੇ ਵਾਤਾਵਰਣ ਬਿਹਤਰੀ ਲਈ ਯਤਨ ਜਾਰੀ ਰੱਖੇ ਜਾਣਗੇ। ਇਸ ਮੌਕੇ ਯੂਨੀਵਰਸਿਟੀ ਦੇ ਕੌਮੀ ਸੇਵਾ ਯੋਜਨਾ ਵਿੰਗ ਦੇ: [1029, 1016, 1252, 1227]
story3-official-photo: [297, 745, 521, 941]
story4-byline: (ਪੈਗਾਮ-ਏ-ਜਗਤ): [824, 1031, 896, 1043]
recruitment-ad: [59, 2087, 773, 2287]
story6-photo-women-1: [1030, 1571, 1257, 1731]
story6-subheading: ਧਰਤੀ ਨਾਲ ਜੁੜੇ ਕਰਾਊਨਧਾਰੀ ਸਰਦਾਰ ਸੰਜੀਤ ਸਿੰਘ ਦੀ ਸੰਗਤ: [793, 1400, 1018, 1455]
story2-column-3: ਹਮੇਸ਼ਾ ਉਤਸ਼ਾਹਿਤ ਕੀਤਾ ਹੈ ਅਤੇ ਹਮੇਸ਼ਾ ਉਨ੍ਹਾਂ ਲਈ ਅੱਗੇ ਆਏ ਹਨ। ਇਸ ਮੌਕੇ ਕੌਂਸਲਰ ਬਲਵਿੰਦਰ ਕਣਨਾ, ਕਲੱਬ ਦੇ ਪ੍ਰਧਾਨ ਜਗਵਿੰਦਰ ਸਿੰਘ ਰਾਮਗੜ੍ਹ, ਜਨਰਲ ਸਕੱਤਰ ਸਤੀਸ਼ ਰਾਣਾ, ਵਿੱਤ ਸਕੱਤਰ ਲੋਕੇਸ਼ ਪ੍ਰਿੰਸ, ਕਮਲਜੀਤ ਸਿੰਘ, ਜੱਗਾ ਸਿੰਘ, ਵਿਕਾਸ ਤ੍ਰਿਖਾ, ਸੁਖਵਿੰਦਰ ਸਿੰਘ ਰਾਜੂ, ਇੰਜੀ.ਜੁਗਰਾਜ ਸਿੰਘ, ਰਜਿੰਦਰ ਸਿੰਘ ਜਿੰਦੀ, ਸੁਰਿੰਦਰ ਕੁਮਾਰ ਵੀ ਮੌਜੂਦ ਸਨ।: [1266, 472, 1489, 601]
pickup-truck: [1287, 1392, 1443, 1488]
story1-reporter: (ਦੇਸ ਰਾਜ ਬਾਲੀ): [154, 463, 223, 475]
ad-banner: ਪੱਤਰਕਾਰਾਂ ਦੀ ਲੋੜ।: [289, 2204, 768, 2248]
story3-column-2: ਰਿਸ਼ਤੇਦਾਰਾਂ ਦੇ ਐਡਰੈੱਸ ਲਿਖ ਕੇ ਰੱਖਣ। ਮਕਾਨ ਦੇ ਕਿਰਾਏ ਪ੍ਰਿੰਟ ਮਾਲਕ ਆਪਣੇ ਕਿਰਾਏਦਾਰਾਂ ਦੇ ਨਾਮ ਵੀ ਰਜਿਸਟਰ ਵਿਚ ਲਾ ਕੇ ਰੱਖਣ ਅਤੇ ਇਹ ਸਾਰਾ ਰਿਕਾਰਡ ਇਲਾਕੇ ਦੇ ਸਬੰਧਤ ਥਾਣੇ ਜਾਂ ਪੁਲਿਸ ਚੌਕੀ ਵਿਚ ਵੀ ਤੁਰੰਤ ਦਰਜ ਕਰਵਾਉਣ। ਇਸ ਦੇ ਨਾਲ ਹੀ ਮਕਾਨ/ਦੁਕਾਨ ਮਾਲਕਾਂ, ਮਕਾਨ/ਦੁਕਾਨ 'ਤੇ ਕਾਬਜ਼ ਵਿਅਕਤੀਆਂ, ਮਕਾਨਾਂ/ਦੁਕਾਨਾਂ ਦੇ ਇੰਚਾਰਜ ਵਿਅਕਤੀਆਂ ਨੂੰ ਵੀ ਹੁਕਮ ਦਿੱਤੇ ਗਏ ਹਨ ਕਿ ਉਨ੍ਹਾਂ ਵੱਲੋਂ ਜੋ ਵੀ ਮਕਾਨ/ਦੁਕਾਨ ਕਿਰਾਏ 'ਤੇ ਦਿੱਤੇ ਹੋਏ ਜਾਂ ਬਾਅਦ ਵਿਚ ਦਿੱਤੇ ਜਾਣ, ਉਨ੍ਹਾਂ ਵਿਚ ਰਹਿਣ ਵਾਲੇ ਵਿਅਕਤੀਆਂ ਦਾ ਨਾਮ ਅਤੇ ਪੂਰਾ ਪਤਾ ਆਪਣੇ ਇਲਾਕੇ ਦੇ ਸਬੰਧਤ ਥਾਣਾ ਜਾਂ ਪੁਲਿਸ ਚੌਕੀ ਵਿਚ ਤੁਰੰਤ ਦਰਜ ਕਰਵਾਇਆ ਜਾਵੇ।: [297, 949, 522, 1161]
story2-photo: [1035, 228, 1491, 464]
story5-reporter: (ਸਤਨਾਮ ਸਿੰਘ ਸਹੂੰਗੜਾ): [85, 1362, 183, 1374]
story2-subheading: ਕੈਬਨਿਟ ਮੰਤਰੀ ਨੇ ਰੇਲਵੇ ਮੰਡੀ ਸਪੋਰਟਸ ਐਂਡ ਵੈੱਲਫੇਅਰ ਕਲੱਬ ਨੂੰ ਦਿੱਤਾ 2 ਲੱਖ ਰੁਪਏ ਦਾ ਚੈੱਕ: [793, 346, 1026, 425]
story2-headline-1: ਖੇਡਾਂ ਨੂੰ ਉਤਸ਼ਾਹਿਤ ਕਰਕੇ ਪੰਜਾਬ ਸਰਕਾਰ ਨੇ ਸੂਬੇ ਦੇ: [852, 126, 1423, 162]
story3-reporter: (ਸਤਨਾਮ ਸਿੰਘ ਸਹੂੰਗੜਾ): [85, 762, 183, 774]
story5-column-2: ਵਰਜੇ ਪਦਾਰਥਾਂ ਦੀ ਦੁਰ-ਵਰਤੋਂ ਵੱਲ ਮੁੜਦੇ ਹਨ। ਬਹੁਤ ਸਾਰੇ ਵਿਦਿਆਰਥੀ ਆਪਣੇ ਸਾਥੀਆਂ ਦੁਆਰਾ ਵਿੱਚ ਦੇਣ ਅਤੇ ਸਵੀਕਾਰ ਕੀਤੇ ਜਾਣ ਲਈ ਦਬਾਅ ਮਹਿਸੂਸ ਕਰਦੇ ਹਨ। ਜਿਸ ਨਾਲ ਉਹ ਨਸ਼ੀਲੇ ਪਦਾਰਥਾਂ ਦੀ ਦੁਰਵਰਤੋਂ ਵਰਗੀ ਜੋਖਮ ਭਰੇ ਵਿਹਾਰ ਵਿੱਚ ਸ਼ਾਮਲ ਹੋ ਜਾਂਦੇ ਹਨ। ਇਸ ਉਮਰ-ਸਮੂਹ ਵਿੱਚ ਸਮੱਸਿਆ ਨੂੰ ਨਿਯੰਤਰਿਤ ਕਰਨ ਲਈ ਮਾਪਿਆਂ ਅਤੇ ਅਧਿਆਪਕਾਂ ਨੂੰ ਮੁਹਰੀ ਭੂਮਿਕਾ ਨਿਭਾਉਣੀ ਚਾਹੀਦੀ ਹੈ। ਸਕੂਲ ਵਿੱਚ ਵਿਦਿਆਰਥੀ ਵੱਧ ਸਮਾਂ ਬਿਤਾਉਂਦੇ ਹਨ ਇਸ ਲਈ ਅਧਿਆਪਕਾਂ ਨੂੰ ਬੱਚਿਆਂ ਦੇ ਵਿਹਾਰ ਉੱਤੇ ਨਜ਼ਰ ਰੱਖਣੀ ਚਾਹੀਦੀ ਹੈ।: [297, 1673, 522, 1853]
story6-column-1: ਕਦੇ ਜਾ ਸਕਦੇ ਤੇ ਭਿਣਾ ਜ਼ਿੰਦਗੀ ਦੀ ਬੇਸ਼ਕੀਮਤੀ ਸਮਾਗਮ ਵਿੱਚੋਂ ਵੱਲ ਵੀ ਹੋ ਸਕਦਾ... ਦਰਸ਼ਨਾਂ ਵਰਗਾ ਪੰਜਾਬੀ ਕਾਨਫਰੰਸ ਦੌਰਾਨ ਅਸੀਂ ਸਰਦਾਰ ਜਸਜੀਤ ਸਿੰਘ ਬੱਧਨ ਦੇ ਘਰ ਗਏ ਜਿਥੇ ਸਾਨੂੰ ਸੰਜੀਤ ਸਿੰਘ ਦੀ ਕੰਪਨੀ ਦੇ ਟਰੱਕ ਮਿਲੇ। 'ਕੇ' ਅੱਖਰ ਵਾਲੇ 'ਕਰਾਊਨ' ਟਰੱਕ ਵੇਖ ਕੇ ਮਨ ਵਿੱਚ ਸਵਾਲ ਉੱਠਿਆ ਕਿ ਇਸ ਨਾਂ ਦਾ ਕੀ ਰਾਜ਼ ਹੈ। ਸੰਜੀਤ ਸਿੰਘ ਨੇ ਦੱਸਿਆ ਕਿ ਉਨ੍ਹਾਂ ਦੀ ਕੰਪਨੀ ਕਰਾਊਨ ਨਾਂ ਹੇਠ ਰਜਿਸਟਰ ਹੈ ਅਤੇ 'ਕੇ' ਨਾਲ ਲਿਖਣ ਦਾ ਕਾਰਨ ਉਨ੍ਹਾਂ ਦੇ ਪਰਿਵਾਰ ਦੀ ਪਰੰਪਰਾ ਨਾਲ ਜੁੜਿਆ ਹੋਇਆ ਹੈ। ਜਿਸ ਸਮਝ ਦੇ ਘਰ ਅਸੀਂ ਤਿੰਨ ਰਾਤਾਂ ਠਹਿਰੇ ਉਹਨਾਂ ਦਾ ਨਾਂ ਸਰਦਾਰ ਸੰਜੀਤ ਸਿੰਘ ਹੈ। ਉਹ 'ਕਰਾਊਨ ਕੰਕਰੀਟ ਕਟਿੰਗ ਐਂਡ ਕੋਰਿੰਗ ਲਿਮਿਟਡ' ਦੇ ਮਾਲਕ ਹਨ। ਉਹ ਕੰਕਰੀਟ ਦੇ ਵੱਡੇ ਸਲੈਬਾਂ ਨੂੰ ਕੱਟਣ ਅਤੇ ਉਨ੍ਹਾਂ ਵਿੱਚ ਛੇਕ ਕਰਨ ਦਾ ਕੰਮ ਕਰਦੇ ਹਨ।: [793, 1507, 1018, 1752]
truck-label: KROWN: [1040, 1805, 1075, 1814]
story4-photo: PLANTATION DRIVE ਰੁੱਖ ਲਗਾਓ ਦਿਵਸ: [793, 741, 1489, 1007]
